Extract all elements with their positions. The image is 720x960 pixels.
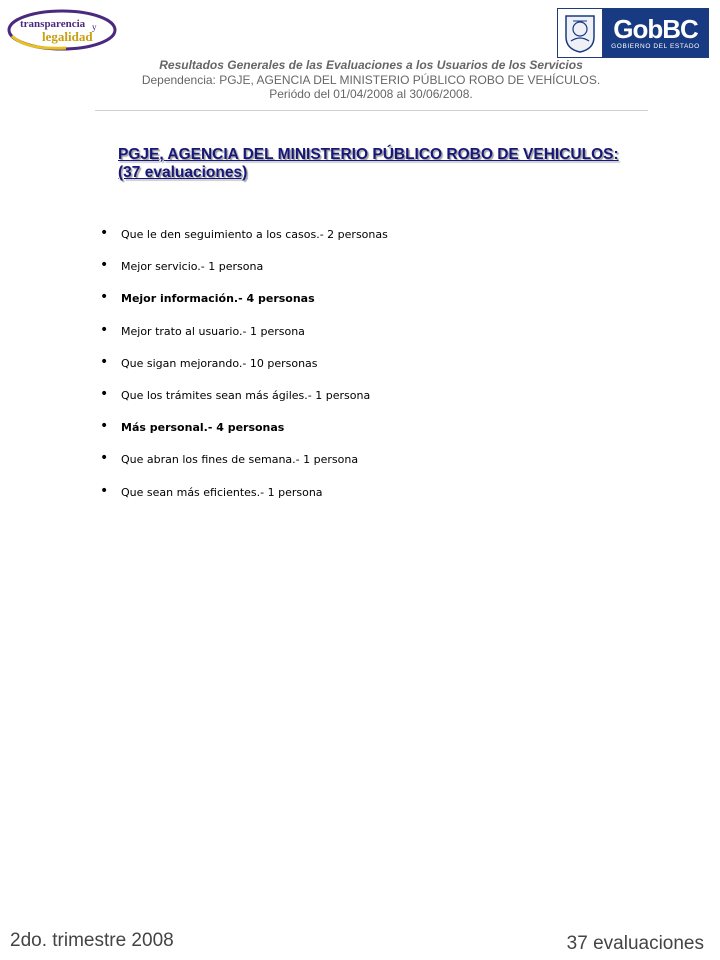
header-dependency: Dependencia: PGJE, AGENCIA DEL MINISTERIO PÚBLICO ROBO DE VEHÍCULOS. [141,72,601,87]
list-item-text: Mejor trato al usuario.- 1 persona [121,324,305,338]
header-divider [95,110,648,111]
list-item-text: Que los trámites sean más ágiles.- 1 persona [121,388,371,402]
gobbc-logo [557,8,709,58]
footer-period: 2do. trimestre 2008 [10,930,174,951]
list-item [100,418,388,453]
state-seal-icon [558,9,603,57]
list-item-text: Que abran los fines de semana.- 1 persona [121,453,359,467]
footer-count: 37 evaluaciones [566,933,704,954]
list-item [100,225,388,260]
bullet-icon: • [100,225,109,241]
bullet-icon: • [100,257,109,274]
header-title: Resultados Generales de las Evaluaciones a los Usuarios de los Servicios [159,58,583,72]
report-header [95,58,647,102]
bullet-icon: • [100,385,109,402]
bullet-icon: • [100,321,109,338]
section-title-line1: PGJE, AGENCIA DEL MINISTERIO PÚBLICO ROBO DE VEHICULOS: [118,146,619,163]
transparencia-legalidad-logo [6,6,118,54]
list-item [100,257,388,292]
bullet-icon: • [100,418,109,435]
list-item [100,353,388,389]
list-item [100,321,388,357]
bullet-icon: • [100,289,109,306]
header-period: Periódo del 01/04/2008 al 30/06/2008. [269,87,473,101]
bullet-icon: • [100,353,109,370]
logo-text-transparencia: transparencia [20,18,86,30]
list-item-text: Que sigan mejorando.- 10 personas [121,356,318,370]
logo-text-y: y [92,22,97,32]
gobbc-wordmark: GobBC [613,14,698,44]
list-item [100,450,388,485]
list-item-text: Que le den seguimiento a los casos.- 2 personas [121,228,388,241]
list-item [100,482,388,518]
list-item [100,385,388,421]
bullet-icon: • [100,450,109,467]
section-title [118,146,678,182]
gobbc-subtitle: GOBIERNO DEL ESTADO [611,43,700,50]
list-item-text: Mejor servicio.- 1 persona [121,260,264,274]
list-item-text: Más personal.- 4 personas [121,421,285,435]
bullet-icon: • [100,482,109,499]
list-item-text: Mejor información.- 4 personas [121,292,315,306]
list-item-text: Que sean más eficientes.- 1 persona [121,485,323,499]
section-title-line2: (37 evaluaciones) [118,164,248,181]
logo-text-legalidad: legalidad [42,29,93,44]
comments-list [100,225,388,518]
list-item [100,289,388,324]
